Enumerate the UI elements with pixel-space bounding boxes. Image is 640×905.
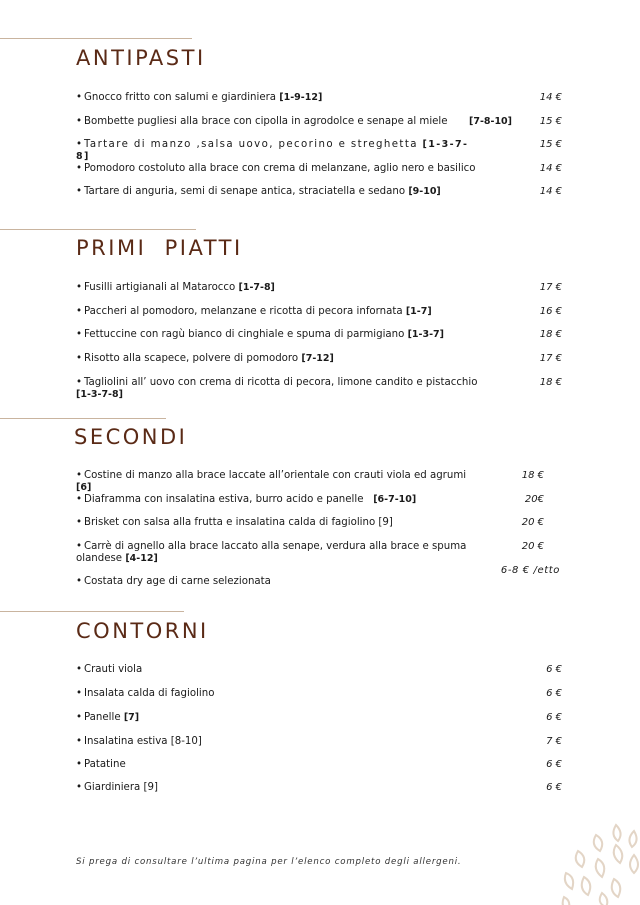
- menu-item: [76, 688, 562, 700]
- allergen-note: Si prega di consultare l’ultima pagina per l’elenco completo degli allergeni.: [76, 857, 462, 867]
- item-price: 15 €: [539, 139, 562, 150]
- item-allergens: [1-3-7-8]: [76, 389, 123, 400]
- item-name: Carrè di agnello alla brace laccato alla senape, verdura alla brace e spuma olandese: [76, 541, 467, 564]
- menu-item: [76, 565, 562, 588]
- item-allergens: [1-3-7-8]: [76, 139, 469, 162]
- bullet: •: [76, 329, 83, 340]
- menu-item: [76, 541, 562, 565]
- menu-item: [76, 494, 562, 506]
- item-name: Tartare di anguria, semi di senape antica, straciatella e sedano: [84, 186, 406, 197]
- bullet: •: [76, 759, 83, 770]
- item-name: Panelle: [84, 712, 121, 723]
- bullet: •: [76, 712, 83, 723]
- bullet: •: [76, 688, 83, 699]
- menu-item: [76, 186, 562, 198]
- item-name: Giardiniera [9]: [84, 782, 158, 793]
- item-name: Brisket con salsa alla frutta e insalatina calda di fagiolino [9]: [84, 517, 393, 528]
- bullet: •: [76, 353, 83, 364]
- bullet: •: [76, 736, 83, 747]
- item-name: Fettuccine con ragù bianco di cinghiale e spuma di parmigiano: [84, 329, 405, 340]
- menu-item: [76, 92, 562, 104]
- menu-item: [76, 139, 562, 163]
- antipasti-heading: ANTIPASTI: [76, 46, 206, 70]
- section-divider: [0, 229, 196, 230]
- item-name: Insalatina estiva [8-10]: [84, 736, 202, 747]
- item-price: 16 €: [539, 306, 562, 317]
- item-price: 18 €: [521, 470, 544, 481]
- item-allergens: [7-12]: [301, 353, 334, 364]
- section-divider: [0, 38, 192, 39]
- item-price: 20€: [524, 494, 544, 505]
- item-allergens: [6]: [76, 482, 92, 493]
- menu-item: [76, 664, 562, 676]
- menu-item: [76, 782, 562, 794]
- bullet: •: [76, 163, 83, 174]
- menu-item: [76, 306, 562, 318]
- item-name: Tartare di manzo ,salsa uovo, pecorino e streghetta: [84, 139, 418, 150]
- item-allergens: [4-12]: [125, 553, 158, 564]
- menu-item: [76, 282, 562, 294]
- item-name: Patatine: [84, 759, 126, 770]
- item-price: 6-8 € /etto: [500, 565, 560, 576]
- secondi-heading: SECONDI: [74, 425, 188, 449]
- bullet: •: [76, 576, 83, 587]
- menu-item: [76, 329, 562, 341]
- bullet: •: [76, 541, 83, 552]
- item-price: 6 €: [546, 688, 562, 699]
- menu-item: [76, 712, 562, 724]
- bullet: •: [76, 494, 83, 505]
- item-price: 6 €: [546, 759, 562, 770]
- menu-item: [76, 353, 562, 365]
- item-price: 17 €: [539, 353, 562, 364]
- item-price: 14 €: [539, 163, 562, 174]
- section-divider: [0, 611, 184, 612]
- bullet: •: [76, 92, 83, 103]
- item-allergens: [1-7]: [405, 306, 432, 317]
- item-allergens: [9-10]: [408, 186, 441, 197]
- item-name: Crauti viola: [84, 664, 143, 675]
- contorni-heading: CONTORNI: [76, 619, 209, 643]
- menu-item: [76, 377, 562, 401]
- item-price: 20 €: [521, 541, 544, 552]
- item-price: 7 €: [546, 736, 562, 747]
- item-allergens: [1-9-12]: [279, 92, 323, 103]
- bullet: •: [76, 306, 83, 317]
- item-price: 14 €: [539, 92, 562, 103]
- item-allergens: [1-7-8]: [238, 282, 275, 293]
- bullet: •: [76, 139, 84, 150]
- bullet: •: [76, 282, 83, 293]
- item-name: Costine di manzo alla brace laccate all’orientale con crauti viola ed agrumi: [84, 470, 467, 481]
- item-price: 18 €: [539, 329, 562, 340]
- item-name: Fusilli artigianali al Matarocco: [84, 282, 236, 293]
- bullet: •: [76, 377, 83, 388]
- item-name: Gnocco fritto con salumi e giardiniera: [84, 92, 277, 103]
- bullet: •: [76, 186, 83, 197]
- item-name: Insalata calda di fagiolino: [84, 688, 215, 699]
- item-allergens: [1-3-7]: [407, 329, 444, 340]
- item-price: 6 €: [546, 664, 562, 675]
- bullet: •: [76, 470, 83, 481]
- pinecone-decoration-icon: [558, 821, 640, 905]
- menu-item: [76, 759, 562, 771]
- menu-item: [76, 517, 562, 529]
- item-allergens: [7]: [123, 712, 140, 723]
- item-name: Tagliolini all’ uovo con crema di ricotta di pecora, limone candito e pistacchio: [84, 377, 478, 388]
- item-price: 6 €: [546, 712, 562, 723]
- bullet: •: [76, 664, 83, 675]
- bullet: •: [76, 517, 83, 528]
- item-name: Bombette pugliesi alla brace con cipolla in agrodolce e senape al miele: [84, 116, 448, 127]
- item-allergens: [7-8-10]: [469, 116, 513, 127]
- primi-heading: PRIMI PIATTI: [76, 236, 243, 260]
- menu-item: [76, 470, 562, 494]
- section-divider: [0, 418, 166, 419]
- menu-item: [76, 116, 562, 128]
- item-price: 20 €: [521, 517, 544, 528]
- item-price: 15 €: [539, 116, 562, 127]
- item-price: 14 €: [539, 186, 562, 197]
- item-price: 6 €: [546, 782, 562, 793]
- item-allergens: [6-7-10]: [373, 494, 417, 505]
- bullet: •: [76, 782, 83, 793]
- bullet: •: [76, 116, 83, 127]
- menu-item: [76, 736, 562, 748]
- item-price: 17 €: [539, 282, 562, 293]
- item-price: 18 €: [539, 377, 562, 388]
- item-name: Paccheri al pomodoro, melanzane e ricotta di pecora infornata: [84, 306, 403, 317]
- menu-item: [76, 163, 562, 175]
- item-name: Diaframma con insalatina estiva, burro acido e panelle: [84, 494, 364, 505]
- item-name: Pomodoro costoluto alla brace con crema di melanzane, aglio nero e basilico: [84, 163, 476, 174]
- item-name: Costata dry age di carne selezionata: [84, 576, 271, 587]
- item-name: Risotto alla scapece, polvere di pomodoro: [84, 353, 299, 364]
